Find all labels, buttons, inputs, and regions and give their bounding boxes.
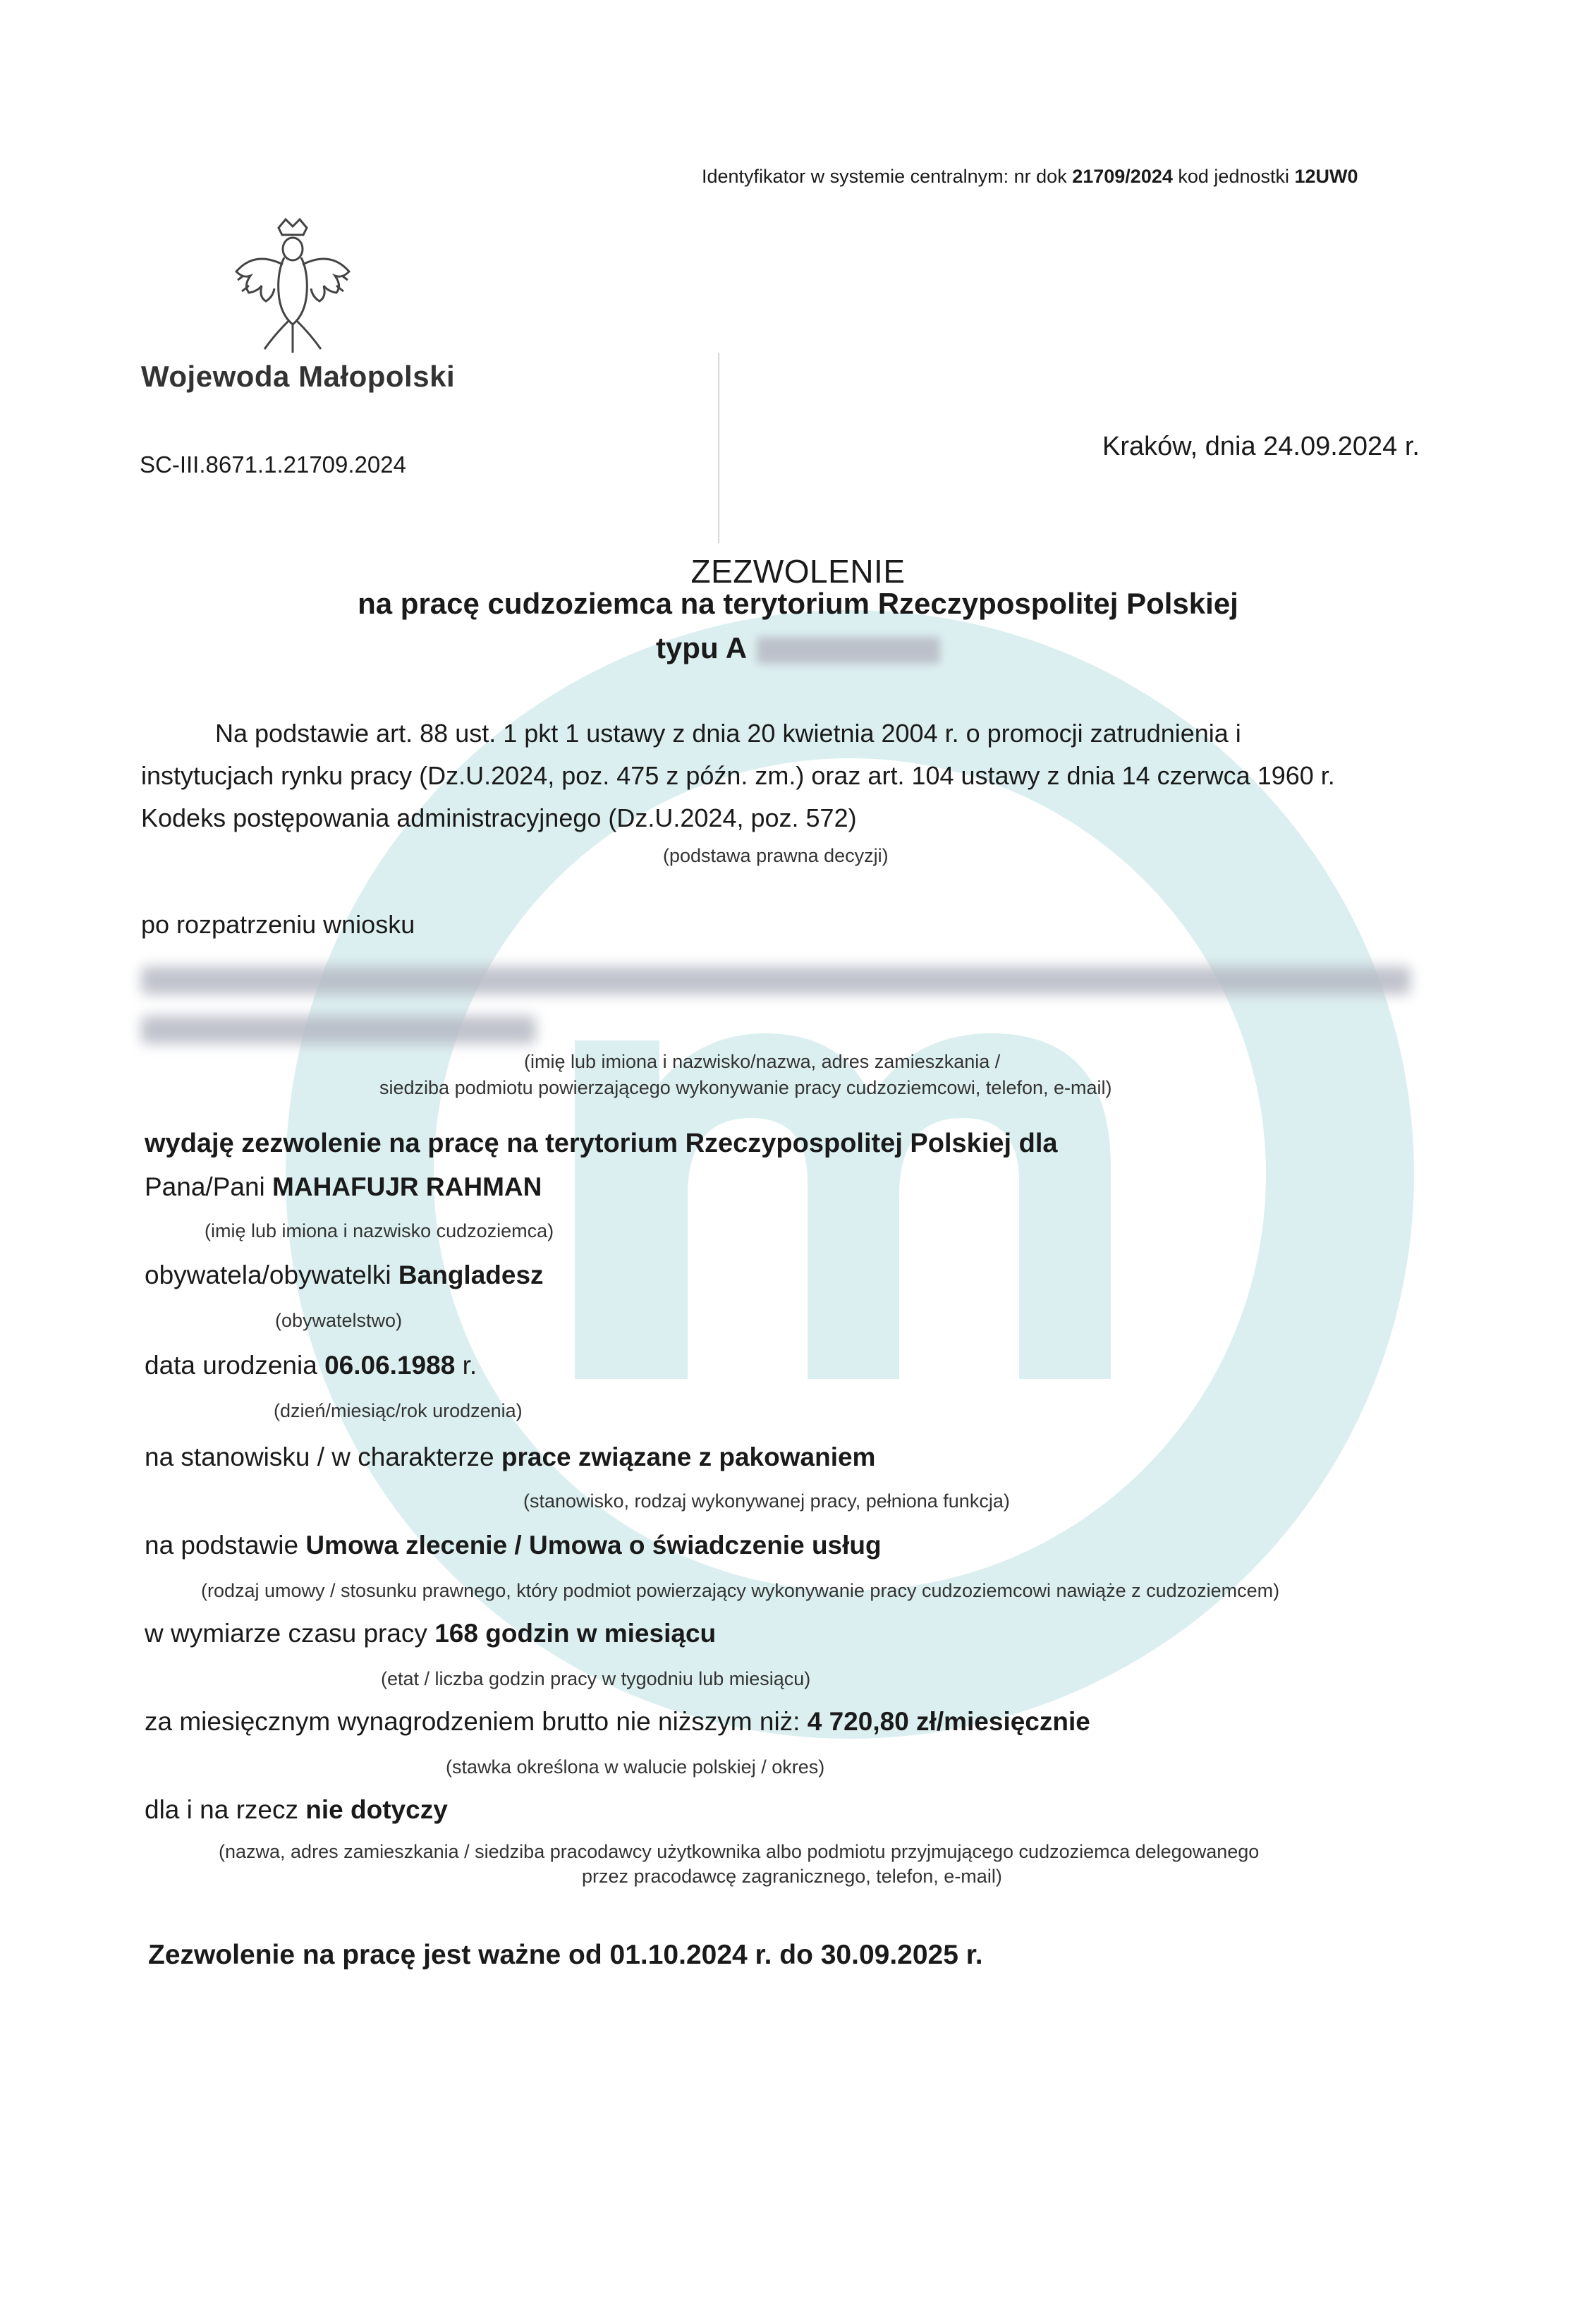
foreigner-name: Pana/Pani MAHAFUJR RAHMAN: [145, 1172, 542, 1201]
place-and-date: Kraków, dnia 24.09.2024 r.: [1102, 432, 1420, 461]
user-employer-caption-1: (nazwa, adres zamieszkania / siedziba pracodawcy użytkownika albo podmiotu przyjmującego cudzoziemca delegowanego: [219, 1841, 1260, 1862]
salary: za miesięcznym wynagrodzeniem brutto nie niższym niż: 4 720,80 zł/miesięcznie: [145, 1707, 1090, 1736]
redacted-applicant-line-1: [141, 966, 1411, 995]
position-caption: (stanowisko, rodzaj wykonywanej pracy, pełniona funkcja): [523, 1490, 1010, 1512]
divider-line: [718, 353, 719, 543]
legal-basis-line-2: instytucjach rynku pracy (Dz.U.2024, poz. 475 z późn. zm.) oraz art. 104 ustawy z dnia 14 czerwca 1960 r.: [141, 761, 1335, 790]
name-caption: (imię lub imiona i nazwisko cudzoziemca): [205, 1220, 554, 1241]
user-employer-caption-2: przez pracodawcę zagranicznego, telefon, e-mail): [582, 1866, 1002, 1887]
validity-period: Zezwolenie na pracę jest ważne od 01.10.2024 r. do 30.09.2025 r.: [148, 1940, 983, 1970]
redacted-applicant-line-2: [141, 1016, 536, 1044]
date-of-birth: data urodzenia 06.06.1988 r.: [145, 1351, 477, 1380]
document-subtitle: na pracę cudzoziemca na terytorium Rzeczypospolitej Polskiej: [358, 587, 1238, 620]
working-time: w wymiarze czasu pracy 168 godzin w miesiącu: [145, 1619, 717, 1648]
citizenship: obywatela/obywatelki Bangladesz: [145, 1260, 544, 1289]
user-employer: dla i na rzecz nie dotyczy: [145, 1795, 448, 1824]
legal-basis-caption: (podstawa prawna decyzji): [663, 845, 889, 866]
office-name: Wojewoda Małopolski: [141, 360, 456, 393]
case-reference: SC-III.8671.1.21709.2024: [140, 451, 406, 478]
contract-basis: na podstawie Umowa zlecenie / Umowa o świadczenie usług: [145, 1531, 882, 1560]
salary-caption: (stawka określona w walucie polskiej / okres): [446, 1756, 825, 1778]
dob-caption: (dzień/miesiąc/rok urodzenia): [274, 1400, 523, 1421]
permit-type: typu A: [0, 631, 1596, 665]
working-time-caption: (etat / liczba godzin pracy w tygodniu lub miesiącu): [381, 1668, 811, 1689]
citizenship-caption: (obywatelstwo): [275, 1310, 403, 1331]
redacted-number: [757, 637, 940, 664]
legal-basis-line-3: Kodeks postępowania administracyjnego (Dz.U.2024, poz. 572): [141, 803, 857, 832]
position: na stanowisku / w charakterze prace związane z pakowaniem: [145, 1442, 876, 1471]
document-title: ZEZWOLENIE: [690, 553, 906, 590]
applicant-caption-1: (imię lub imiona i nazwisko/nazwa, adres zamieszkania /: [524, 1051, 1001, 1072]
application-label: po rozpatrzeniu wniosku: [141, 910, 415, 939]
central-identifier: Identyfikator w systemie centralnym: nr dok 21709/2024 kod jednostki 12UW0: [702, 166, 1358, 187]
eagle-emblem-icon: [229, 215, 356, 360]
contract-caption: (rodzaj umowy / stosunku prawnego, który podmiot powierzający wykonywanie pracy cudzoziemcowi nawiąże z cudzoziemcem): [201, 1580, 1280, 1601]
grant-statement: wydaję zezwolenie na pracę na terytorium Rzeczypospolitej Polskiej dla: [145, 1129, 1058, 1158]
applicant-caption-2: siedziba podmiotu powierzającego wykonywanie pracy cudzoziemcowi, telefon, e-mail): [379, 1077, 1112, 1098]
legal-basis-line-1: Na podstawie art. 88 ust. 1 pkt 1 ustawy z dnia 20 kwietnia 2004 r. o promocji zatrudnienia i: [215, 719, 1241, 748]
